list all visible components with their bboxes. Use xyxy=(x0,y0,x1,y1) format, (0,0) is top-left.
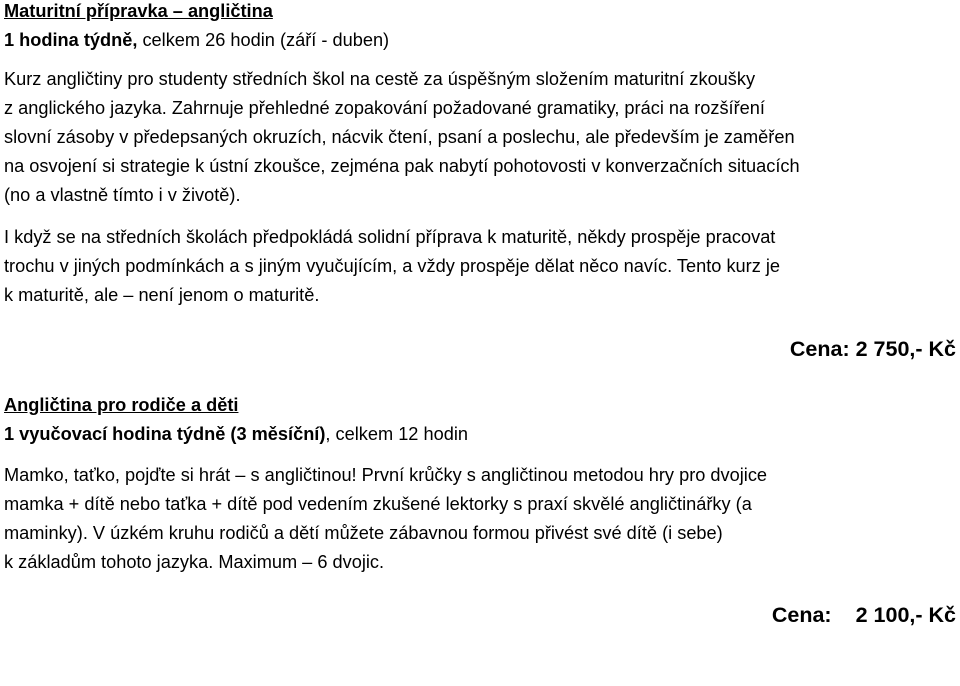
course1-note-line: k maturitě, ale – není jenom o maturitě. xyxy=(4,285,320,305)
course1-schedule-detail: celkem 26 hodin (září - duben) xyxy=(137,30,390,50)
course2-schedule-hours: 1 vyučovací hodina týdně (3 měsíční) xyxy=(4,424,326,444)
course1-description-line: z anglického jazyka. Zahrnuje přehledné zopakování požadované gramatiky, práci na rozšíření xyxy=(4,98,765,118)
course2-description-line: k základům tohoto jazyka. Maximum – 6 dvojic. xyxy=(4,552,385,572)
course1-description-line: Kurz angličtiny pro studenty středních škol na cestě za úspěšným složením maturitní zkoušky xyxy=(4,69,756,89)
course1-note-line: trochu v jiných podmínkách a s jiným vyučujícím, a vždy prospěje dělat něco navíc. Tento kurz je xyxy=(4,256,781,276)
course2-description-line: maminky). V úzkém kruhu rodičů a dětí můžete zábavnou formou přivést své dítě (i sebe) xyxy=(4,523,723,543)
course2-title: Angličtina pro rodiče a děti xyxy=(4,395,239,415)
course2-price xyxy=(772,603,956,628)
course1-note-line: I když se na středních školách předpokládá solidní příprava k maturitě, někdy prospěje pracovat xyxy=(4,227,776,247)
course2-schedule-detail: , celkem 12 hodin xyxy=(325,424,468,444)
course2-schedule xyxy=(4,420,468,449)
course2-description xyxy=(4,461,767,577)
course1-schedule-hours: 1 hodina týdně, xyxy=(4,30,138,50)
course1-description-line: (no a vlastně tímto i v životě). xyxy=(4,185,241,205)
course1-note xyxy=(4,223,780,310)
course1-description xyxy=(4,65,800,210)
course2-description-line: Mamko, taťko, pojďte si hrát – s angličtinou! První krůčky s angličtinou metodou hry pro dvojice xyxy=(4,465,768,485)
course2-price-label: Cena: xyxy=(771,603,832,627)
course1-price: Cena: 2 750,- Kč xyxy=(789,337,956,361)
course1-description-line: na osvojení si strategie k ústní zkoušce, zejména pak nabytí pohotovosti v konverzačních situacích xyxy=(4,156,800,176)
course1-schedule xyxy=(4,26,389,55)
course1-title: Maturitní přípravka – angličtina xyxy=(4,1,273,21)
course2-price-value: 2 100,- Kč xyxy=(855,603,956,627)
course2-description-line: mamka + dítě nebo taťka + dítě pod vedením zkušené lektorky s praxí skvělé angličtinářky (a xyxy=(4,494,752,514)
course1-description-line: slovní zásoby v předepsaných okruzích, nácvik čtení, psaní a poslechu, ale především je zaměřen xyxy=(4,127,795,147)
